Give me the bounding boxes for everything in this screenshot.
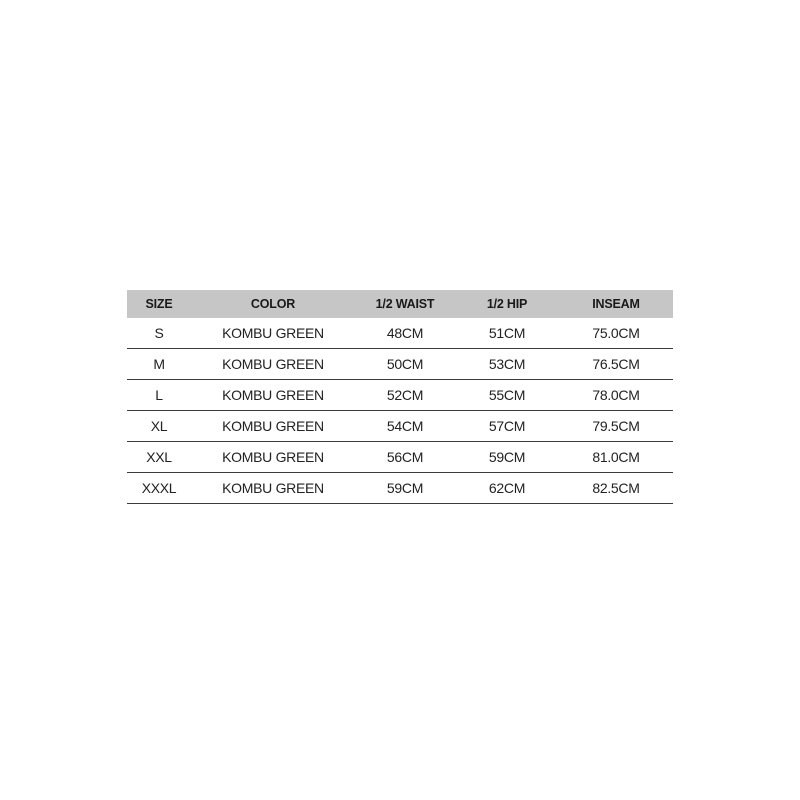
cell-color: KOMBU GREEN xyxy=(191,473,355,504)
cell-half-waist: 52CM xyxy=(355,380,455,411)
cell-size: M xyxy=(127,349,191,380)
cell-half-hip: 59CM xyxy=(455,442,559,473)
header-color: COLOR xyxy=(191,290,355,318)
table-body xyxy=(127,318,673,504)
cell-half-hip: 62CM xyxy=(455,473,559,504)
cell-inseam: 78.0CM xyxy=(559,380,673,411)
cell-size: XXXL xyxy=(127,473,191,504)
cell-inseam: 81.0CM xyxy=(559,442,673,473)
cell-half-hip: 51CM xyxy=(455,318,559,349)
cell-color: KOMBU GREEN xyxy=(191,380,355,411)
cell-size: S xyxy=(127,318,191,349)
cell-half-hip: 55CM xyxy=(455,380,559,411)
table-row xyxy=(127,442,673,473)
cell-color: KOMBU GREEN xyxy=(191,349,355,380)
cell-size: L xyxy=(127,380,191,411)
cell-half-waist: 48CM xyxy=(355,318,455,349)
table-row xyxy=(127,473,673,504)
header-size: SIZE xyxy=(127,290,191,318)
cell-color: KOMBU GREEN xyxy=(191,442,355,473)
size-chart-table xyxy=(127,290,673,504)
table-header xyxy=(127,290,673,318)
cell-inseam: 79.5CM xyxy=(559,411,673,442)
cell-half-waist: 50CM xyxy=(355,349,455,380)
cell-half-hip: 53CM xyxy=(455,349,559,380)
cell-size: XL xyxy=(127,411,191,442)
table-row xyxy=(127,380,673,411)
header-inseam: INSEAM xyxy=(559,290,673,318)
table-row xyxy=(127,318,673,349)
table-row xyxy=(127,411,673,442)
cell-size: XXL xyxy=(127,442,191,473)
cell-half-waist: 56CM xyxy=(355,442,455,473)
table-row xyxy=(127,349,673,380)
cell-inseam: 76.5CM xyxy=(559,349,673,380)
header-half-hip: 1/2 HIP xyxy=(455,290,559,318)
cell-inseam: 75.0CM xyxy=(559,318,673,349)
header-row xyxy=(127,290,673,318)
cell-half-waist: 54CM xyxy=(355,411,455,442)
cell-color: KOMBU GREEN xyxy=(191,411,355,442)
cell-inseam: 82.5CM xyxy=(559,473,673,504)
cell-half-hip: 57CM xyxy=(455,411,559,442)
cell-half-waist: 59CM xyxy=(355,473,455,504)
cell-color: KOMBU GREEN xyxy=(191,318,355,349)
header-half-waist: 1/2 WAIST xyxy=(355,290,455,318)
